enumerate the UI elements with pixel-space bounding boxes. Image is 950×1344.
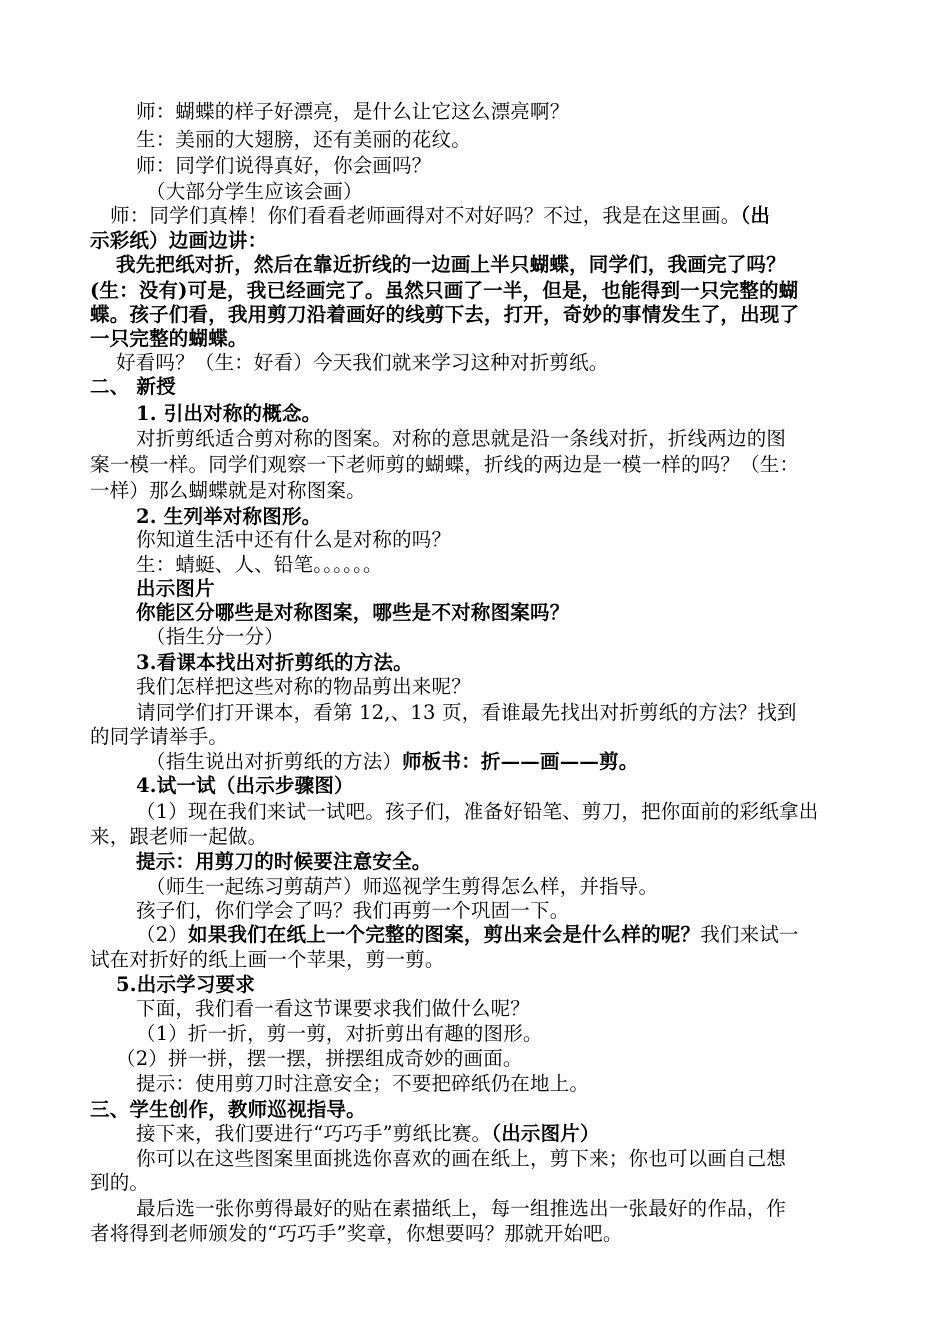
text-line: （大部分学生应该会画）	[146, 180, 363, 203]
text-line: 提示：使用剪刀时注意安全；不要把碎纸仍在地上。	[136, 1072, 590, 1095]
text-line: 孩子们，你们学会了吗？我们再剪一个巩固一下。	[136, 899, 570, 922]
sub-heading: 4.试一试（出示步骤图）	[136, 774, 354, 797]
text-line-bold: （出	[740, 204, 771, 227]
text-line: （2）拼一拼，摆一摆，拼摆组成奇妙的画面。	[116, 1047, 523, 1070]
text-line: 我们怎样把这些对称的物品剪出来呢？	[136, 675, 471, 698]
text-line: 一只完整的蝴蝶。	[90, 327, 248, 350]
sub-heading: 5.出示学习要求	[116, 973, 255, 996]
text-line	[146, 749, 639, 775]
text-line: 师：蝴蝶的样子好漂亮，是什么让它这么漂亮啊？	[136, 100, 570, 123]
text-line: 请同学们打开课本，看第 12,、13 页，看谁最先找出对折剪纸的方法？找到	[136, 701, 797, 724]
text-line: （指生分一分）	[146, 625, 284, 648]
text-line-normal: （指生说出对折剪纸的方法）	[146, 750, 403, 773]
text-line: 出示图片	[136, 577, 215, 600]
text-line	[136, 1121, 600, 1147]
text-line: 案一模一样。同学们观察一下老师剪的蝴蝶，折线的两边是一模一样的吗？（生：	[90, 453, 800, 476]
sub-heading: 2. 生列举对称图形。	[136, 505, 322, 528]
text-line: 的同学请举手。	[90, 725, 228, 748]
text-line: 生：蜻蜓、人、铅笔。。。。。。	[136, 553, 383, 576]
text-line: 来，跟老师一起做。	[90, 825, 268, 848]
text-line: 我先把纸对折，然后在靠近折线的一边画上半只蝴蝶，同学们，我画完了吗？	[116, 253, 786, 276]
text-line: 提示：用剪刀的时候要注意安全。	[136, 850, 432, 873]
text-line-bold: （出示图片）	[491, 1122, 600, 1145]
text-line: 师：同学们说得真好，你会画吗？	[136, 154, 432, 177]
sub-heading: 3.看课本找出对折剪纸的方法。	[136, 651, 413, 674]
text-line: 你能区分哪些是对称图案，哪些是不对称图案吗？	[136, 601, 570, 624]
text-line: (生：没有)可是，我已经画完了。虽然只画了一半，但是，也能得到一只完整的蝴	[90, 279, 799, 302]
text-line-normal: 接下来，我们要进行“巧巧手”剪纸比赛。	[136, 1122, 492, 1145]
text-line: 你知道生活中还有什么是对称的吗？	[136, 528, 452, 551]
text-line-normal: 我们来试一	[700, 923, 799, 946]
text-line: 下面，我们看一看这节课要求我们做什么呢？	[136, 997, 531, 1020]
sub-heading: 1. 引出对称的概念。	[136, 402, 322, 425]
text-line: （1）折一折，剪一剪，对折剪出有趣的图形。	[136, 1022, 543, 1045]
text-line: 最后选一张你剪得最好的贴在素描纸上，每一组推选出一张最好的作品，作	[136, 1197, 787, 1220]
text-line-normal: 师：同学们真棒！你们看看老师画得对不对好吗？不过，我是在这里画。	[110, 204, 741, 227]
text-line: 好看吗？（生：好看）今天我们就来学习这种对折剪纸。	[116, 351, 609, 374]
text-line-bold: 如果我们在纸上一个完整的图案，剪出来会是什么样的呢？	[188, 923, 701, 946]
text-line: 对折剪纸适合剪对称的图案。对称的意思就是沿一条线对折，折线两边的图	[136, 427, 787, 450]
text-line: 示彩纸）边画边讲：	[90, 229, 268, 252]
section-heading: 二、 新授	[90, 375, 176, 398]
text-line: 者将得到老师颁发的“巧巧手”奖章，你想要吗？那就开始吧。	[90, 1222, 623, 1245]
text-line: 到的。	[90, 1171, 150, 1194]
text-line: 你可以在这些图案里面挑选你喜欢的画在纸上，剪下来；你也可以画自己想	[136, 1147, 787, 1170]
text-line	[110, 203, 770, 229]
text-line: 生：美丽的大翅膀，还有美丽的花纹。	[136, 128, 471, 151]
section-heading: 三、学生创作，教师巡视指导。	[90, 1098, 366, 1121]
text-line	[136, 922, 799, 948]
text-line: （师生一起练习剪葫芦）师巡视学生剪得怎么样，并指导。	[146, 875, 659, 898]
text-line-bold: 师板书：折——画——剪。	[402, 750, 639, 773]
text-line: 一样）那么蝴蝶就是对称图案。	[90, 479, 366, 502]
text-line: （1）现在我们来试一试吧。孩子们，准备好铅笔、剪刀，把你面前的彩纸拿出	[136, 800, 819, 823]
text-line: 试在对折好的纸上画一个苹果，剪一剪。	[90, 948, 445, 971]
text-line: 蝶。孩子们看，我用剪刀沿着画好的线剪下去，打开，奇妙的事情发生了，出现了	[90, 303, 800, 326]
text-line-normal: （2）	[136, 923, 189, 946]
